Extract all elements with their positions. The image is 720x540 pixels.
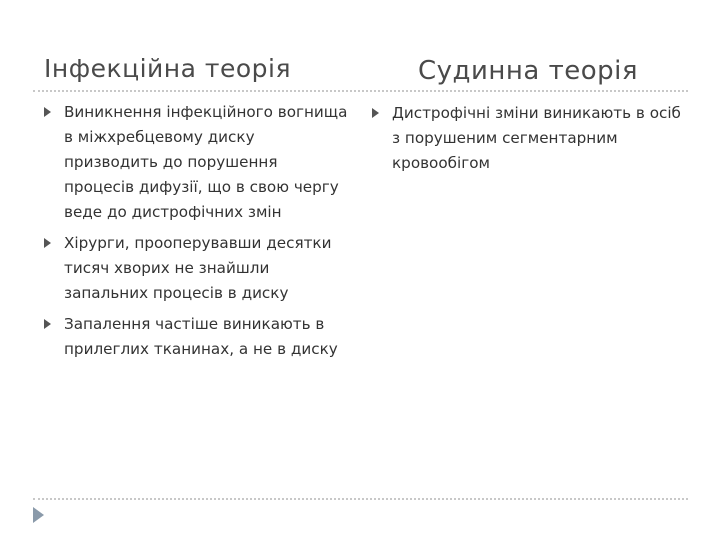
list-item bbox=[44, 100, 349, 225]
top-divider bbox=[33, 90, 688, 92]
list-item bbox=[44, 231, 349, 306]
triangle-bullet-icon bbox=[44, 238, 51, 248]
next-slide-icon[interactable] bbox=[33, 507, 44, 523]
left-bullet-list bbox=[44, 100, 349, 368]
triangle-bullet-icon bbox=[44, 107, 51, 117]
bullet-text: Дистрофічні зміни виникають в осіб з порушеним сегментарним кровообігом bbox=[392, 104, 681, 172]
bullet-text: Запалення частіше виникають в прилеглих тканинах, а не в диску bbox=[64, 315, 338, 358]
list-item bbox=[44, 312, 349, 362]
bullet-text: Виникнення інфекційного вогнища в міжхребцевому диску призводить до порушення процесів дифузії, що в свою чергу веде до дистрофічних змін bbox=[64, 103, 348, 221]
triangle-bullet-icon bbox=[372, 108, 379, 118]
bottom-divider bbox=[33, 498, 688, 500]
right-heading: Судинна теорія bbox=[418, 56, 639, 86]
list-item bbox=[372, 101, 692, 176]
triangle-bullet-icon bbox=[44, 319, 51, 329]
left-heading: Інфекційна теорія bbox=[44, 54, 291, 83]
bullet-text: Хірурги, прооперувавши десятки тисяч хворих не знайшли запальних процесів в диску bbox=[64, 234, 332, 302]
right-bullet-list bbox=[372, 101, 692, 182]
